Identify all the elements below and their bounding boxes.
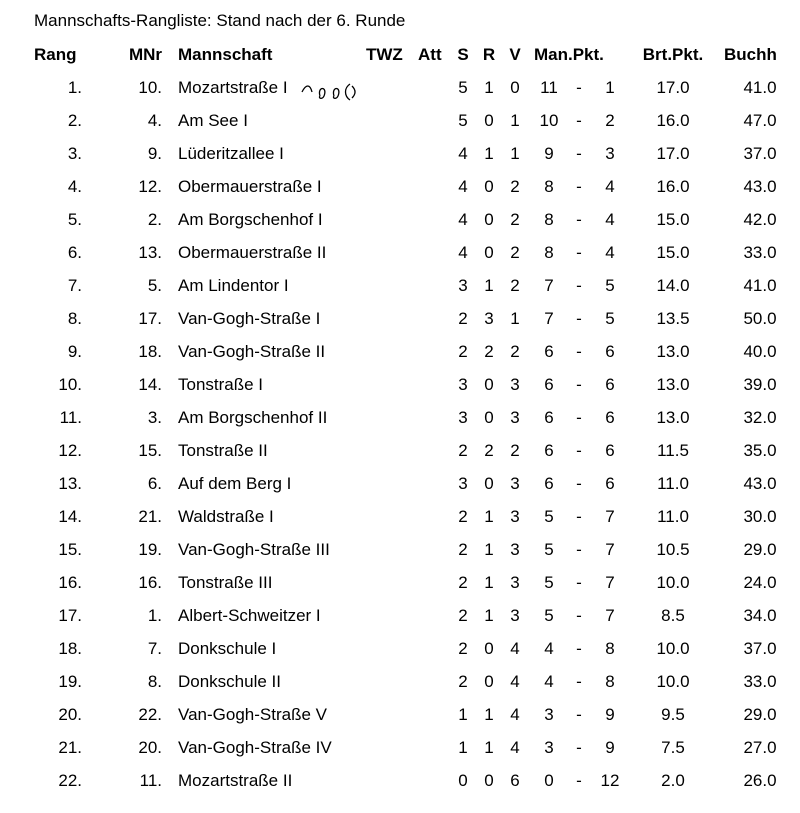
cell-brt-pkt: 16.0 <box>656 177 690 196</box>
cell-buchh: 33.0 <box>743 672 777 691</box>
cell-brt-pkt: 13.0 <box>656 408 690 427</box>
cell-r: 0 <box>484 474 494 493</box>
cell-v: 3 <box>510 375 520 394</box>
cell-mnr: 5. <box>147 276 162 295</box>
cell-s: 1 <box>458 705 468 724</box>
table-row <box>0 632 800 665</box>
cell-v: 2 <box>510 177 520 196</box>
cell-rang: 15. <box>58 540 82 559</box>
table-row <box>0 698 800 731</box>
cell-man-pkt-separator: - <box>576 771 582 790</box>
cell-mannschaft: Van-Gogh-Straße I <box>178 309 321 328</box>
cell-man-pkt-separator: - <box>576 705 582 724</box>
cell-man-pkt-for: 6 <box>544 474 554 493</box>
cell-rang: 10. <box>58 375 82 394</box>
cell-r: 2 <box>484 342 494 361</box>
cell-s: 4 <box>458 243 468 262</box>
cell-rang: 17. <box>58 606 82 625</box>
cell-man-pkt-separator: - <box>576 144 582 163</box>
header-mnr: MNr <box>128 45 162 64</box>
cell-man-pkt-for: 4 <box>544 672 554 691</box>
cell-v: 2 <box>510 342 520 361</box>
cell-buchh: 40.0 <box>743 342 777 361</box>
cell-r: 0 <box>484 672 494 691</box>
header-rang: Rang <box>34 45 77 64</box>
cell-s: 2 <box>458 573 468 592</box>
cell-man-pkt-against: 6 <box>605 408 615 427</box>
table-row <box>0 731 800 764</box>
cell-mnr: 6. <box>147 474 162 493</box>
cell-man-pkt-for: 5 <box>544 606 554 625</box>
cell-man-pkt-for: 5 <box>544 540 554 559</box>
cell-r: 3 <box>484 309 494 328</box>
cell-man-pkt-against: 2 <box>605 111 615 130</box>
cell-man-pkt-against: 5 <box>605 276 615 295</box>
table-row <box>0 368 800 401</box>
cell-r: 1 <box>484 705 494 724</box>
cell-brt-pkt: 10.0 <box>656 573 690 592</box>
table-row <box>0 104 800 137</box>
cell-buchh: 26.0 <box>743 771 777 790</box>
cell-s: 2 <box>458 672 468 691</box>
cell-man-pkt-against: 4 <box>605 243 615 262</box>
cell-brt-pkt: 11.5 <box>657 441 689 460</box>
cell-s: 2 <box>458 309 468 328</box>
cell-s: 2 <box>458 342 468 361</box>
cell-buchh: 35.0 <box>743 441 777 460</box>
cell-s: 2 <box>458 540 468 559</box>
table-header <box>0 38 800 71</box>
cell-r: 1 <box>484 738 494 757</box>
cell-s: 3 <box>458 408 468 427</box>
cell-mnr: 17. <box>138 309 162 328</box>
cell-v: 4 <box>510 639 520 658</box>
cell-man-pkt-for: 6 <box>544 342 554 361</box>
cell-buchh: 29.0 <box>743 540 777 559</box>
cell-mannschaft: Am Borgschenhof II <box>178 408 328 427</box>
cell-mnr: 12. <box>138 177 162 196</box>
header-twz: TWZ <box>366 45 403 64</box>
cell-r: 0 <box>484 771 494 790</box>
cell-rang: 20. <box>58 705 82 724</box>
cell-brt-pkt: 2.0 <box>661 771 685 790</box>
cell-mnr: 22. <box>138 705 162 724</box>
cell-man-pkt-for: 9 <box>544 144 554 163</box>
cell-man-pkt-separator: - <box>576 573 582 592</box>
cell-s: 4 <box>458 177 468 196</box>
cell-rang: 9. <box>67 342 82 361</box>
cell-brt-pkt: 17.0 <box>656 144 690 163</box>
table-row <box>0 533 800 566</box>
cell-man-pkt-separator: - <box>576 639 582 658</box>
cell-r: 2 <box>484 441 494 460</box>
cell-buchh: 33.0 <box>743 243 777 262</box>
cell-man-pkt-against: 4 <box>605 210 615 229</box>
cell-mannschaft: Am Borgschenhof I <box>178 210 323 229</box>
cell-v: 3 <box>510 474 520 493</box>
cell-rang: 14. <box>58 507 82 526</box>
cell-v: 6 <box>510 771 520 790</box>
cell-buchh: 37.0 <box>743 144 777 163</box>
cell-mannschaft: Van-Gogh-Straße III <box>178 540 330 559</box>
cell-r: 1 <box>484 507 494 526</box>
cell-buchh: 39.0 <box>743 375 777 394</box>
cell-man-pkt-for: 8 <box>544 243 554 262</box>
cell-mannschaft: Obermauerstraße I <box>178 177 322 196</box>
handwritten-scribble-icon <box>300 80 370 104</box>
table-row <box>0 500 800 533</box>
cell-man-pkt-separator: - <box>576 606 582 625</box>
cell-s: 2 <box>458 606 468 625</box>
header-brt-pkt: Brt.Pkt. <box>642 45 704 64</box>
cell-mnr: 4. <box>147 111 162 130</box>
cell-s: 3 <box>458 276 468 295</box>
cell-brt-pkt: 11.0 <box>657 474 689 493</box>
cell-s: 2 <box>458 507 468 526</box>
cell-r: 1 <box>484 606 494 625</box>
cell-buchh: 30.0 <box>743 507 777 526</box>
cell-buchh: 47.0 <box>743 111 777 130</box>
cell-v: 0 <box>510 78 520 97</box>
cell-mnr: 20. <box>138 738 162 757</box>
cell-r: 0 <box>484 243 494 262</box>
table-row <box>0 137 800 170</box>
cell-man-pkt-against: 12 <box>600 771 620 790</box>
cell-brt-pkt: 14.0 <box>656 276 690 295</box>
cell-brt-pkt: 7.5 <box>661 738 685 757</box>
cell-buchh: 34.0 <box>743 606 777 625</box>
cell-v: 2 <box>510 276 520 295</box>
cell-mnr: 16. <box>138 573 162 592</box>
cell-buchh: 32.0 <box>743 408 777 427</box>
cell-v: 3 <box>510 606 520 625</box>
cell-mnr: 7. <box>147 639 162 658</box>
cell-mannschaft: Waldstraße I <box>178 507 274 526</box>
cell-buchh: 43.0 <box>743 474 777 493</box>
header-r: R <box>482 45 496 64</box>
cell-brt-pkt: 16.0 <box>656 111 690 130</box>
cell-s: 4 <box>458 210 468 229</box>
cell-mnr: 14. <box>138 375 162 394</box>
header-man-pkt: Man.Pkt. <box>534 45 604 64</box>
cell-mannschaft: Tonstraße I <box>178 375 264 394</box>
cell-r: 0 <box>484 639 494 658</box>
header-v: V <box>509 45 521 64</box>
cell-man-pkt-against: 7 <box>605 540 615 559</box>
cell-man-pkt-separator: - <box>576 672 582 691</box>
cell-v: 4 <box>510 738 520 757</box>
cell-r: 1 <box>484 144 494 163</box>
cell-mannschaft: Donkschule II <box>178 672 281 691</box>
cell-brt-pkt: 10.5 <box>656 540 690 559</box>
cell-s: 3 <box>458 474 468 493</box>
table-row <box>0 302 800 335</box>
cell-man-pkt-against: 9 <box>605 738 615 757</box>
cell-man-pkt-separator: - <box>576 111 582 130</box>
cell-rang: 6. <box>67 243 82 262</box>
cell-s: 2 <box>458 441 468 460</box>
cell-rang: 3. <box>67 144 82 163</box>
cell-r: 0 <box>484 210 494 229</box>
cell-s: 2 <box>458 639 468 658</box>
cell-man-pkt-against: 6 <box>605 474 615 493</box>
table-row <box>0 236 800 269</box>
cell-man-pkt-separator: - <box>576 276 582 295</box>
cell-mannschaft: Obermauerstraße II <box>178 243 327 262</box>
cell-brt-pkt: 8.5 <box>661 606 685 625</box>
cell-mnr: 18. <box>138 342 162 361</box>
cell-mnr: 3. <box>147 408 162 427</box>
table-row <box>0 566 800 599</box>
cell-v: 1 <box>510 309 520 328</box>
cell-brt-pkt: 11.0 <box>657 507 689 526</box>
table-row <box>0 401 800 434</box>
cell-mnr: 9. <box>147 144 162 163</box>
cell-man-pkt-for: 11 <box>540 78 558 97</box>
cell-rang: 2. <box>67 111 82 130</box>
cell-mannschaft: Mozartstraße I <box>178 78 288 97</box>
cell-mnr: 8. <box>147 672 162 691</box>
cell-man-pkt-separator: - <box>576 540 582 559</box>
cell-v: 3 <box>510 408 520 427</box>
cell-buchh: 24.0 <box>743 573 777 592</box>
cell-r: 1 <box>484 78 494 97</box>
cell-man-pkt-separator: - <box>576 243 582 262</box>
table-row <box>0 170 800 203</box>
cell-rang: 7. <box>67 276 82 295</box>
cell-man-pkt-for: 5 <box>544 573 554 592</box>
cell-v: 3 <box>510 573 520 592</box>
cell-buchh: 27.0 <box>743 738 777 757</box>
cell-mannschaft: Lüderitzallee I <box>178 144 284 163</box>
cell-buchh: 29.0 <box>743 705 777 724</box>
cell-mnr: 2. <box>147 210 162 229</box>
cell-man-pkt-for: 7 <box>544 276 554 295</box>
cell-man-pkt-for: 8 <box>544 177 554 196</box>
cell-man-pkt-separator: - <box>576 210 582 229</box>
cell-rang: 4. <box>67 177 82 196</box>
cell-man-pkt-separator: - <box>576 507 582 526</box>
cell-man-pkt-for: 0 <box>544 771 554 790</box>
cell-v: 4 <box>510 672 520 691</box>
cell-v: 2 <box>510 441 520 460</box>
table-row <box>0 599 800 632</box>
table-row <box>0 665 800 698</box>
cell-v: 1 <box>510 111 520 130</box>
cell-buchh: 41.0 <box>743 276 777 295</box>
cell-mnr: 13. <box>138 243 162 262</box>
cell-man-pkt-for: 6 <box>544 408 554 427</box>
cell-man-pkt-for: 10 <box>539 111 559 130</box>
cell-man-pkt-separator: - <box>576 441 582 460</box>
cell-man-pkt-against: 6 <box>605 441 615 460</box>
cell-man-pkt-for: 4 <box>544 639 554 658</box>
cell-man-pkt-for: 8 <box>544 210 554 229</box>
cell-man-pkt-for: 3 <box>544 738 554 757</box>
cell-s: 1 <box>458 738 468 757</box>
cell-v: 4 <box>510 705 520 724</box>
table-row <box>0 434 800 467</box>
cell-buchh: 50.0 <box>743 309 777 328</box>
cell-mannschaft: Donkschule I <box>178 639 277 658</box>
cell-mannschaft: Van-Gogh-Straße IV <box>178 738 332 757</box>
header-buchh: Buchh <box>724 45 777 64</box>
cell-s: 0 <box>458 771 468 790</box>
cell-r: 1 <box>484 276 494 295</box>
cell-v: 2 <box>510 243 520 262</box>
cell-man-pkt-for: 3 <box>544 705 554 724</box>
cell-man-pkt-against: 6 <box>605 375 615 394</box>
cell-man-pkt-against: 4 <box>605 177 615 196</box>
cell-mannschaft: Am See I <box>178 111 248 130</box>
cell-mannschaft: Albert-Schweitzer I <box>178 606 321 625</box>
cell-rang: 12. <box>58 441 82 460</box>
cell-rang: 8. <box>67 309 82 328</box>
cell-brt-pkt: 15.0 <box>656 210 690 229</box>
cell-rang: 11. <box>59 408 82 427</box>
table-row <box>0 764 800 797</box>
cell-man-pkt-against: 9 <box>605 705 615 724</box>
table-row <box>0 269 800 302</box>
cell-rang: 13. <box>58 474 82 493</box>
cell-man-pkt-against: 7 <box>605 507 615 526</box>
cell-s: 5 <box>458 111 468 130</box>
cell-rang: 1. <box>67 78 82 97</box>
table-row <box>0 467 800 500</box>
cell-brt-pkt: 9.5 <box>661 705 685 724</box>
cell-brt-pkt: 10.0 <box>656 639 690 658</box>
cell-brt-pkt: 13.0 <box>656 375 690 394</box>
cell-r: 0 <box>484 177 494 196</box>
cell-rang: 5. <box>67 210 82 229</box>
cell-man-pkt-for: 7 <box>544 309 554 328</box>
cell-mnr: 11. <box>139 771 162 790</box>
cell-brt-pkt: 13.5 <box>656 309 690 328</box>
cell-man-pkt-for: 5 <box>544 507 554 526</box>
cell-rang: 16. <box>58 573 82 592</box>
cell-man-pkt-separator: - <box>576 78 582 97</box>
cell-man-pkt-separator: - <box>576 408 582 427</box>
header-mannschaft: Mannschaft <box>178 45 273 64</box>
cell-brt-pkt: 15.0 <box>656 243 690 262</box>
cell-mnr: 15. <box>138 441 162 460</box>
cell-mannschaft: Auf dem Berg I <box>178 474 292 493</box>
cell-man-pkt-separator: - <box>576 474 582 493</box>
cell-v: 3 <box>510 507 520 526</box>
cell-rang: 21. <box>58 738 82 757</box>
cell-mannschaft: Tonstraße II <box>178 441 268 460</box>
cell-man-pkt-against: 3 <box>605 144 615 163</box>
cell-r: 0 <box>484 375 494 394</box>
cell-mannschaft: Am Lindentor I <box>178 276 289 295</box>
table-row <box>0 335 800 368</box>
cell-mannschaft: Tonstraße III <box>178 573 273 592</box>
cell-man-pkt-separator: - <box>576 309 582 328</box>
cell-rang: 22. <box>58 771 82 790</box>
cell-brt-pkt: 13.0 <box>656 342 690 361</box>
cell-man-pkt-separator: - <box>576 738 582 757</box>
header-att: Att <box>418 45 442 64</box>
cell-mnr: 19. <box>138 540 162 559</box>
cell-man-pkt-against: 7 <box>605 573 615 592</box>
cell-mnr: 1. <box>147 606 162 625</box>
cell-man-pkt-separator: - <box>576 177 582 196</box>
cell-buchh: 41.0 <box>743 78 777 97</box>
cell-v: 1 <box>510 144 520 163</box>
cell-buchh: 42.0 <box>743 210 777 229</box>
page-title: Mannschafts-Rangliste: Stand nach der 6. Runde <box>34 11 406 30</box>
table-row <box>0 71 800 104</box>
cell-v: 3 <box>510 540 520 559</box>
cell-man-pkt-against: 8 <box>605 672 615 691</box>
cell-buchh: 43.0 <box>743 177 777 196</box>
cell-v: 2 <box>510 210 520 229</box>
cell-r: 1 <box>484 573 494 592</box>
cell-man-pkt-for: 6 <box>544 441 554 460</box>
cell-r: 1 <box>484 540 494 559</box>
table-row <box>0 203 800 236</box>
cell-mannschaft: Van-Gogh-Straße V <box>178 705 327 724</box>
cell-rang: 18. <box>58 639 82 658</box>
cell-man-pkt-separator: - <box>576 375 582 394</box>
cell-mnr: 21. <box>138 507 162 526</box>
header-s: S <box>457 45 469 64</box>
cell-buchh: 37.0 <box>743 639 777 658</box>
cell-mnr: 10. <box>138 78 162 97</box>
cell-r: 0 <box>484 408 494 427</box>
cell-mannschaft: Mozartstraße II <box>178 771 293 790</box>
cell-mannschaft: Van-Gogh-Straße II <box>178 342 326 361</box>
cell-brt-pkt: 10.0 <box>656 672 690 691</box>
cell-man-pkt-against: 1 <box>605 78 615 97</box>
cell-s: 5 <box>458 78 468 97</box>
cell-man-pkt-against: 8 <box>605 639 615 658</box>
cell-s: 3 <box>458 375 468 394</box>
cell-man-pkt-against: 6 <box>605 342 615 361</box>
cell-man-pkt-separator: - <box>576 342 582 361</box>
cell-man-pkt-for: 6 <box>544 375 554 394</box>
cell-man-pkt-against: 5 <box>605 309 615 328</box>
cell-r: 0 <box>484 111 494 130</box>
cell-man-pkt-against: 7 <box>605 606 615 625</box>
cell-rang: 19. <box>58 672 82 691</box>
cell-brt-pkt: 17.0 <box>656 78 690 97</box>
cell-s: 4 <box>458 144 468 163</box>
